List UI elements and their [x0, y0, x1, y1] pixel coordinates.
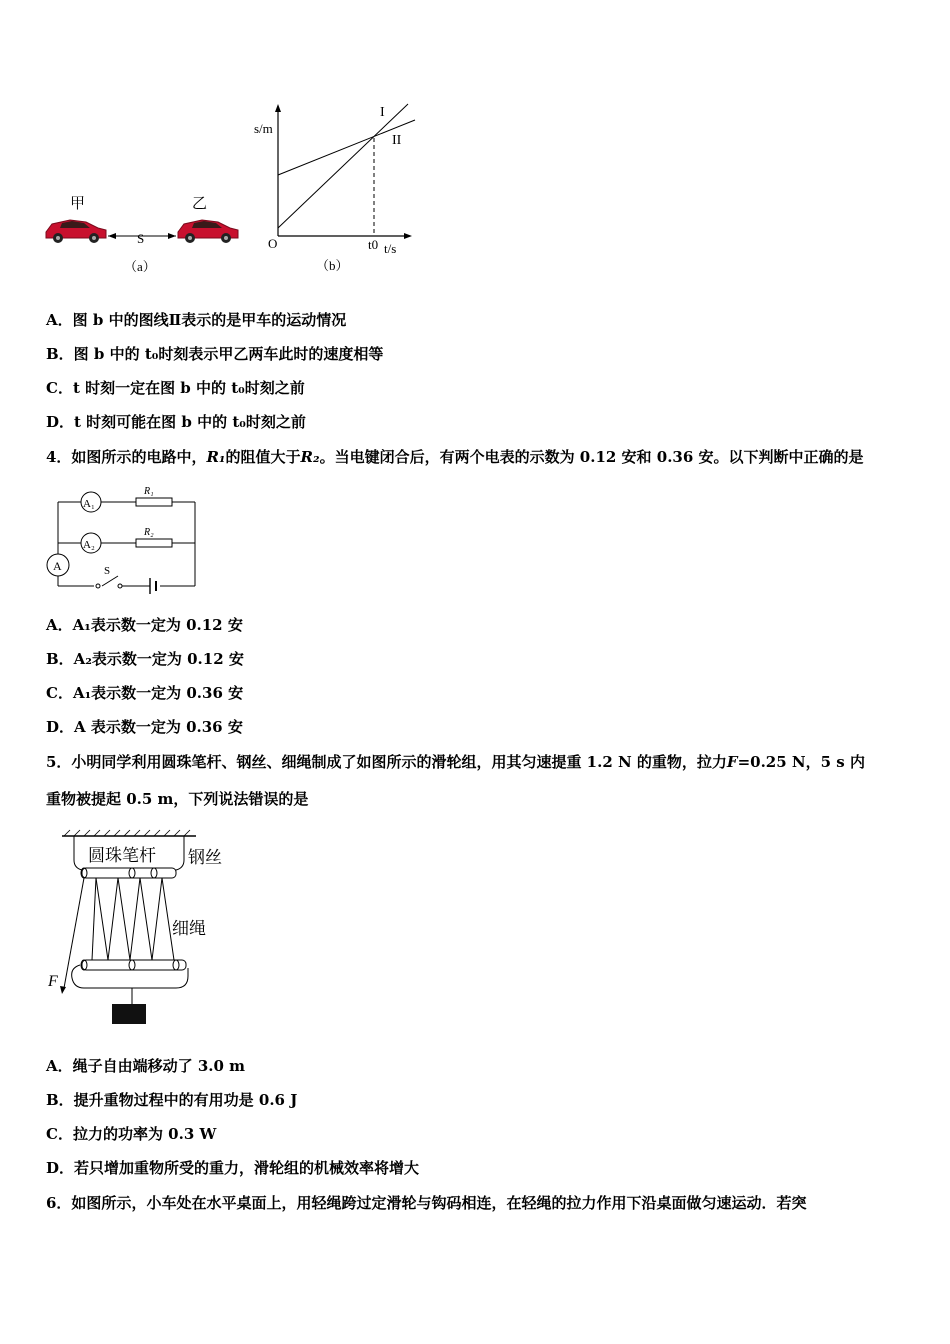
pen-label: 圆珠笔杆 — [88, 846, 156, 866]
q6-stem: 6．如图所示，小车处在水平桌面上，用轻绳跨过定滑轮与钩码相连，在轻绳的拉力作用下沿桌面做匀速运动．若突 — [46, 1194, 807, 1212]
resistor-r1-label: R₁ — [144, 486, 154, 497]
q5-option-d: D．若只增加重物所受的重力，滑轮组的机械效率将增大 — [46, 1159, 420, 1177]
label-jia: 甲 — [70, 194, 86, 212]
q3-option-c: C．t 时刻一定在图 b 中的 t₀时刻之前 — [46, 379, 305, 397]
weight-block — [112, 1004, 146, 1024]
q5-option-a: A．绳子自由端移动了 3.0 m — [46, 1057, 246, 1075]
axis-y-label: s/m — [254, 121, 273, 136]
axis-x-label: t/s — [384, 241, 397, 256]
q5-option-c: C．拉力的功率为 0.3 W — [46, 1125, 217, 1143]
caption-a: （a） — [124, 259, 156, 274]
switch-s-label: S — [104, 565, 111, 577]
rope-label: 细绳 — [172, 919, 206, 939]
ammeter-a1-label: A₁ — [83, 498, 95, 510]
q3-option-b: B．图 b 中的 t₀时刻表示甲乙两车此时的速度相等 — [46, 345, 384, 363]
car-jia-icon — [46, 220, 106, 243]
pulley-figure — [44, 828, 244, 1028]
caption-b: （b） — [316, 258, 349, 273]
q5-stem-line1: 5．小明同学利用圆珠笔杆、钢丝、细绳制成了如图所示的滑轮组，用其匀速提重 1.2 N 的重物，拉力F=0.25 N，5 s 内 — [46, 753, 865, 771]
q5-stem-line2: 重物被提起 0.5 m，下列说法错误的是 — [46, 790, 309, 808]
q3-option-d: D．t 时刻可能在图 b 中的 t₀时刻之前 — [46, 413, 306, 431]
label-s: S — [137, 231, 145, 246]
wire-label: 钢丝 — [188, 848, 222, 868]
t0-label: t0 — [368, 237, 379, 252]
label-yi: 乙 — [192, 194, 208, 212]
line2-label: II — [392, 133, 402, 148]
ammeter-a-label: A — [53, 559, 62, 573]
origin-label: O — [268, 236, 278, 251]
q4-stem: 4．如图所示的电路中，R₁的阻值大于R₂。当电键闭合后，有两个电表的示数为 0.12 安和 0.36 安。以下判断中正确的是 — [46, 448, 864, 466]
q4-option-c: C．A₁表示数一定为 0.36 安 — [46, 684, 244, 702]
car-yi-icon — [178, 220, 238, 243]
line1-label: I — [380, 105, 385, 120]
figure-b-st-graph — [250, 98, 430, 278]
figure-a-cars — [40, 188, 250, 278]
q3-option-a: A．图 b 中的图线Ⅱ表示的是甲车的运动情况 — [46, 311, 347, 329]
q5-option-b: B．提升重物过程中的有用功是 0.6 J — [46, 1091, 298, 1109]
ammeter-a2-label: A₂ — [83, 539, 95, 551]
circuit-diagram — [42, 480, 212, 600]
graph-line-1 — [278, 104, 408, 228]
q4-option-a: A．A₁表示数一定为 0.12 安 — [46, 616, 243, 634]
force-label: F — [48, 973, 58, 990]
q4-option-d: D．A 表示数一定为 0.36 安 — [46, 718, 243, 736]
resistor-r2-label: R₂ — [144, 527, 154, 538]
q4-option-b: B．A₂表示数一定为 0.12 安 — [46, 650, 244, 668]
